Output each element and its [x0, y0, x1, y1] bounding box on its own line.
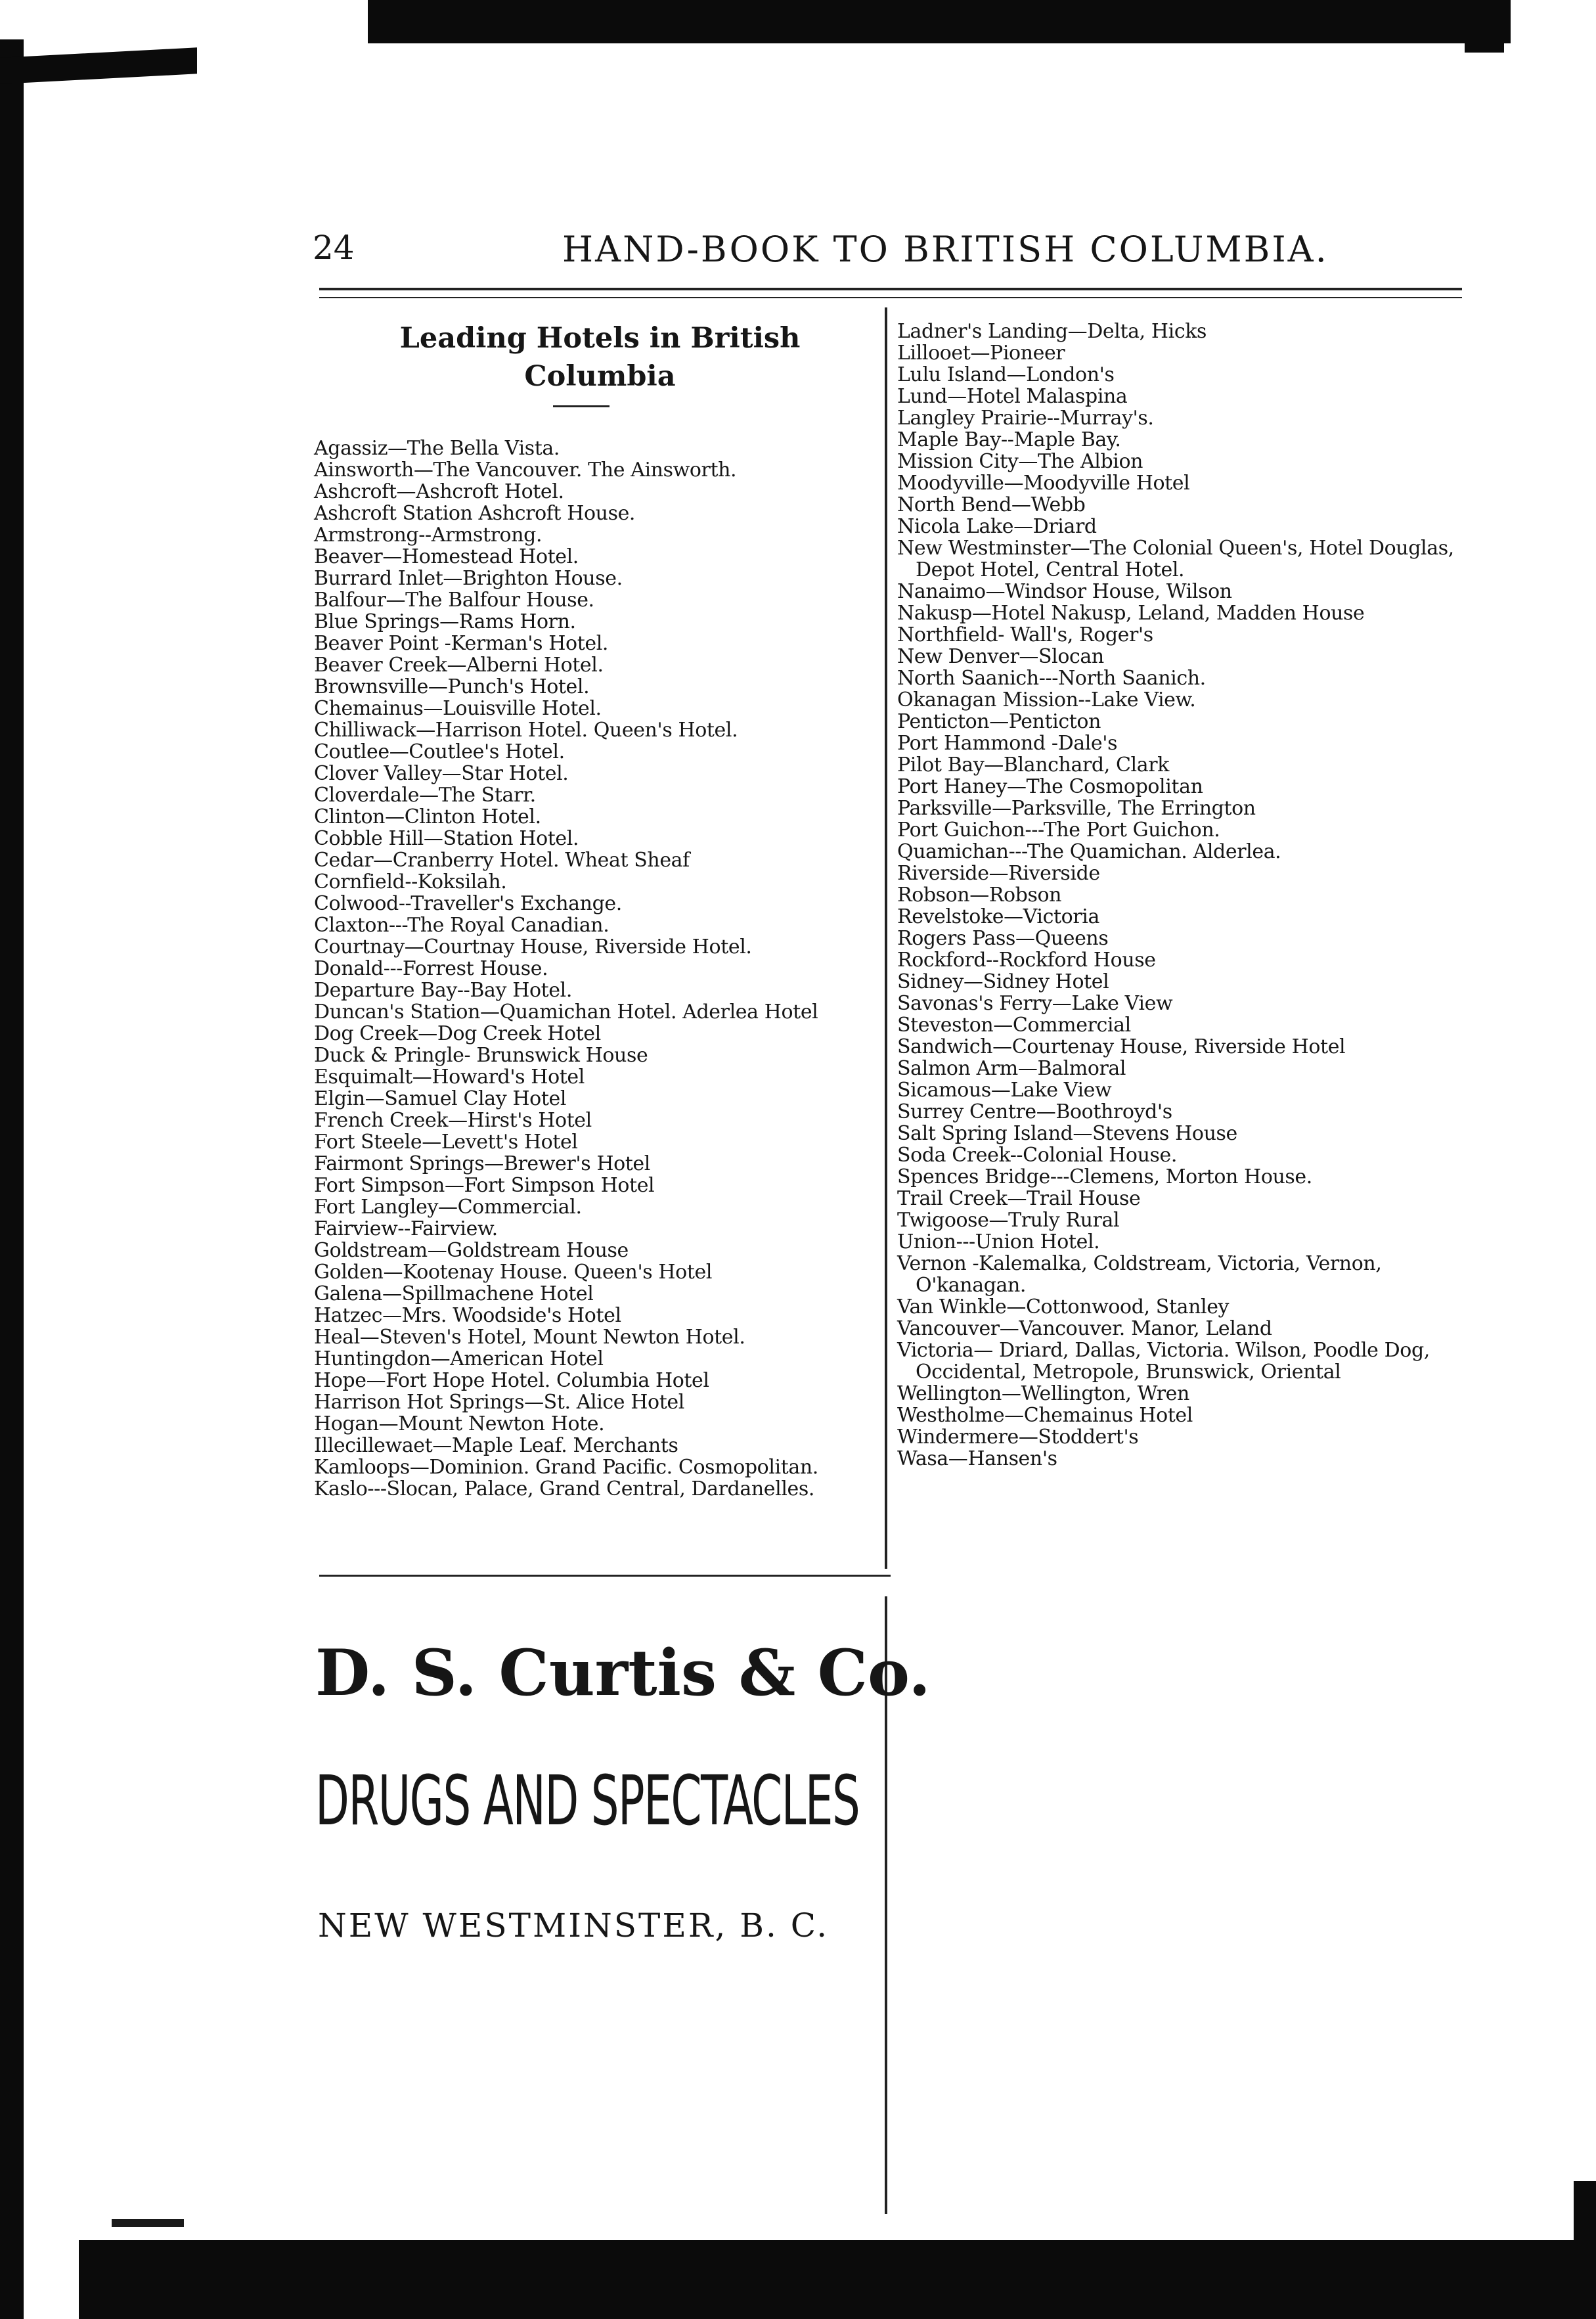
hotel-entry: Lillooet—Pioneer [897, 342, 1065, 365]
hotel-entry: Mission City—The Albion [897, 450, 1143, 473]
hotel-entry: Huntingdon—American Hotel [314, 1347, 604, 1370]
hotel-entry: Surrey Centre—Boothroyd's [897, 1100, 1172, 1123]
hotel-entry: Courtnay—Courtnay House, Riverside Hotel. [314, 935, 752, 958]
hotel-entry: Fort Simpson—Fort Simpson Hotel [314, 1174, 655, 1197]
hotel-entry: Fairmont Springs—Brewer's Hotel [314, 1152, 650, 1175]
title-rule [553, 405, 610, 407]
hotel-entry: Blue Springs—Rams Horn. [314, 610, 576, 633]
hotel-entry: Maple Bay--Maple Bay. [897, 428, 1121, 451]
advertiser-tagline: DRUGS AND SPECTACLES [315, 1761, 860, 1841]
hotel-entry: Hatzec—Mrs. Woodside's Hotel [314, 1304, 621, 1327]
hotel-entry: Windermere—Stoddert's [897, 1426, 1139, 1449]
hotel-entry: Hogan—Mount Newton Hote. [314, 1412, 605, 1435]
hotel-entry: Pilot Bay—Blanchard, Clark [897, 754, 1169, 777]
hotel-entry: Revelstoke—Victoria [897, 905, 1099, 928]
hotel-entry: Galena—Spillmachene Hotel [314, 1282, 594, 1305]
advertiser-address: NEW WESTMINSTER, B. C. [318, 1906, 830, 1945]
hotel-list-left [314, 438, 880, 1500]
hotel-entry: Savonas's Ferry—Lake View [897, 992, 1173, 1015]
hotel-entry: Golden—Kootenay House. Queen's Hotel [314, 1261, 713, 1284]
scan-border-left [0, 39, 24, 2319]
hotel-entry: French Creek—Hirst's Hotel [314, 1109, 592, 1132]
hotel-entry: Fairview--Fairview. [314, 1217, 498, 1240]
scan-border-bottom [79, 2240, 1596, 2319]
hotel-entry: Kaslo---Slocan, Palace, Grand Central, Dardanelles. [314, 1477, 815, 1500]
hotel-entry: Nanaimo—Windsor House, Wilson [897, 580, 1232, 603]
hotel-entry: Cornfield--Koksilah. [314, 870, 507, 893]
hotel-list-right [897, 321, 1466, 1470]
hotel-entry: Quamichan---The Quamichan. Alderlea. [897, 840, 1281, 863]
hotel-entry: Dog Creek—Dog Creek Hotel [314, 1022, 601, 1045]
hotel-entry: North Saanich---North Saanich. [897, 667, 1206, 690]
hotel-entry: Clover Valley—Star Hotel. [314, 762, 569, 785]
hotel-entry: Okanagan Mission--Lake View. [897, 688, 1196, 711]
hotel-entry: Beaver Creek—Alberni Hotel. [314, 654, 604, 677]
hotel-entry: Beaver Point -Kerman's Hotel. [314, 632, 609, 655]
hotel-entry: Claxton---The Royal Canadian. [314, 914, 610, 937]
hotel-entry: Armstrong--Armstrong. [314, 524, 543, 547]
hotel-entry: Vancouver—Vancouver. Manor, Leland [897, 1317, 1272, 1340]
hotel-entry: Colwood--Traveller's Exchange. [314, 892, 622, 915]
hotel-entry: Lulu Island—London's [897, 363, 1115, 386]
hotel-entry: Heal—Steven's Hotel, Mount Newton Hotel. [314, 1326, 745, 1349]
hotel-entry: Port Guichon---The Port Guichon. [897, 819, 1220, 842]
scan-border-top [368, 0, 1511, 43]
hotel-entry: Lund—Hotel Malaspina [897, 385, 1128, 408]
hotel-entry: Wellington—Wellington, Wren [897, 1382, 1189, 1405]
hotel-entry: Donald---Forrest House. [314, 957, 548, 980]
hotel-entry: Union---Union Hotel. [897, 1230, 1100, 1253]
hotel-entry: Port Haney—The Cosmopolitan [897, 775, 1203, 798]
section-title [319, 319, 881, 395]
hotel-entry: Chilliwack—Harrison Hotel. Queen's Hotel. [314, 719, 738, 742]
hotel-entry: Cloverdale—The Starr. [314, 784, 536, 807]
hotel-entry: Sicamous—Lake View [897, 1079, 1112, 1102]
hotel-entry: Steveston—Commercial [897, 1014, 1131, 1037]
hotel-entry: Sidney—Sidney Hotel [897, 970, 1109, 993]
header-rule [319, 288, 1462, 290]
hotel-entry: Cedar—Cranberry Hotel. Wheat Sheaf [314, 849, 690, 872]
hotel-entry: Salmon Arm—Balmoral [897, 1057, 1126, 1080]
running-title: HAND-BOOK TO BRITISH COLUMBIA. [562, 229, 1329, 270]
hotel-entry: Burrard Inlet—Brighton House. [314, 567, 623, 590]
section-divider [319, 1575, 891, 1577]
hotel-entry: Ashcroft—Ashcroft Hotel. [314, 480, 564, 503]
hotel-entry: Goldstream—Goldstream House [314, 1239, 629, 1262]
scan-border-top-tick [1465, 0, 1504, 53]
hotel-entry: Ashcroft Station Ashcroft House. [314, 502, 636, 525]
scan-border-right [1574, 2181, 1596, 2319]
hotel-entry: Fort Steele—Levett's Hotel [314, 1131, 578, 1154]
hotel-entry: Sandwich—Courtenay House, Riverside Hotel [897, 1035, 1346, 1058]
hotel-entry: Illecillewaet—Maple Leaf. Merchants [314, 1434, 678, 1457]
hotel-entry: Soda Creek--Colonial House. [897, 1144, 1178, 1167]
hotel-entry: New Westminster—The Colonial Queen's, Hotel Douglas, Depot Hotel, Central Hotel. [897, 537, 1454, 581]
hotel-entry: Duncan's Station—Quamichan Hotel. Aderlea Hotel [314, 1001, 818, 1024]
hotel-entry: Chemainus—Louisville Hotel. [314, 697, 602, 720]
hotel-entry: Port Hammond -Dale's [897, 732, 1118, 755]
hotel-entry: Wasa—Hansen's [897, 1447, 1057, 1470]
scan-mark [112, 2219, 184, 2227]
hotel-entry: North Bend—Webb [897, 493, 1086, 516]
hotel-entry: Ainsworth—The Vancouver. The Ainsworth. [314, 459, 737, 482]
hotel-entry: Nakusp—Hotel Nakusp, Leland, Madden House [897, 602, 1365, 625]
hotel-entry: Esquimalt—Howard's Hotel [314, 1066, 585, 1089]
hotel-entry: Langley Prairie--Murray's. [897, 407, 1154, 430]
hotel-entry: Northfield- Wall's, Roger's [897, 623, 1153, 646]
hotel-entry: Westholme—Chemainus Hotel [897, 1404, 1193, 1427]
hotel-entry: Twigoose—Truly Rural [897, 1209, 1120, 1232]
hotel-entry: Agassiz—The Bella Vista. [314, 437, 560, 460]
hotel-entry: New Denver—Slocan [897, 645, 1104, 668]
hotel-entry: Trail Creek—Trail House [897, 1187, 1141, 1210]
hotel-entry: Fort Langley—Commercial. [314, 1196, 582, 1219]
hotel-entry: Moodyville—Moodyville Hotel [897, 472, 1190, 495]
advertiser-name: D. S. Curtis & Co. [315, 1636, 931, 1710]
column-divider [885, 307, 887, 1569]
page-number: 24 [313, 229, 355, 267]
hotel-entry: Robson—Robson [897, 884, 1062, 907]
hotel-entry: Clinton—Clinton Hotel. [314, 805, 541, 828]
hotel-entry: Elgin—Samuel Clay Hotel [314, 1087, 567, 1110]
hotel-entry: Rockford--Rockford House [897, 949, 1156, 972]
section-title-line1: Leading Hotels in British [399, 322, 801, 355]
hotel-entry: Cobble Hill—Station Hotel. [314, 827, 579, 850]
section-title-line2: Columbia [524, 360, 676, 393]
hotel-entry: Penticton—Penticton [897, 710, 1101, 733]
header-rule-thin [319, 297, 1462, 298]
hotel-entry: Nicola Lake—Driard [897, 515, 1097, 538]
hotel-entry: Balfour—The Balfour House. [314, 589, 594, 612]
hotel-entry: Victoria— Driard, Dallas, Victoria. Wilson, Poodle Dog, Occidental, Metropole, Brunswick, Oriental [897, 1339, 1430, 1384]
hotel-entry: Salt Spring Island—Stevens House [897, 1122, 1237, 1145]
hotel-entry: Brownsville—Punch's Hotel. [314, 675, 590, 698]
hotel-entry: Harrison Hot Springs—St. Alice Hotel [314, 1391, 684, 1414]
hotel-entry: Hope—Fort Hope Hotel. Columbia Hotel [314, 1369, 709, 1392]
hotel-entry: Duck & Pringle- Brunswick House [314, 1044, 648, 1067]
hotel-entry: Coutlee—Coutlee's Hotel. [314, 740, 565, 763]
hotel-entry: Beaver—Homestead Hotel. [314, 545, 579, 568]
hotel-entry: Kamloops—Dominion. Grand Pacific. Cosmopolitan. [314, 1456, 818, 1479]
hotel-entry: Ladner's Landing—Delta, Hicks [897, 320, 1207, 343]
hotel-entry: Rogers Pass—Queens [897, 927, 1109, 950]
hotel-entry: Van Winkle—Cottonwood, Stanley [897, 1295, 1230, 1318]
hotel-entry: Departure Bay--Bay Hotel. [314, 979, 572, 1002]
hotel-entry: Spences Bridge---Clemens, Morton House. [897, 1165, 1312, 1188]
hotel-entry: Riverside—Riverside [897, 862, 1100, 885]
hotel-entry: Vernon -Kalemalka, Coldstream, Victoria, Vernon, O'kanagan. [897, 1252, 1382, 1297]
hotel-entry: Parksville—Parksville, The Errington [897, 797, 1256, 820]
scan-border-corner [0, 47, 197, 84]
page-header [313, 222, 1337, 275]
